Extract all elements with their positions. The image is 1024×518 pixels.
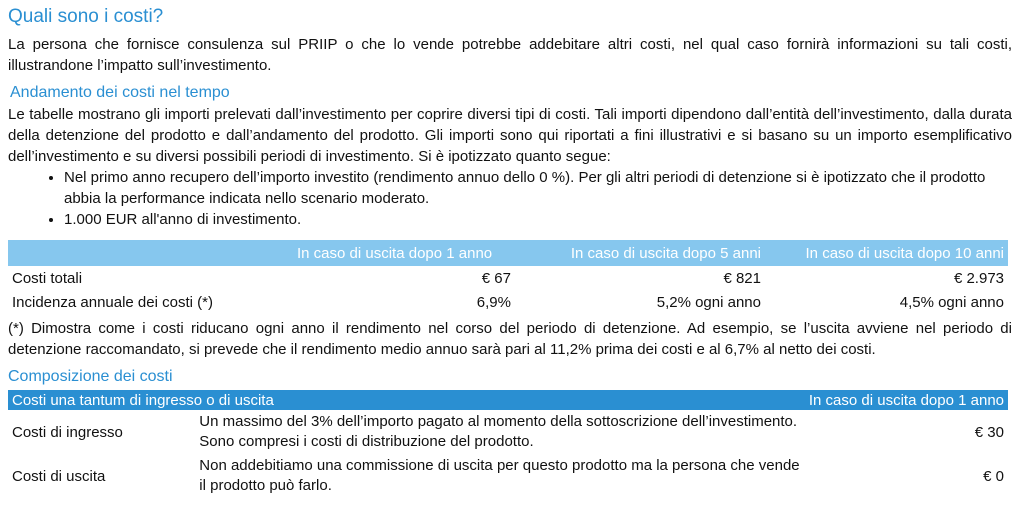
costs-over-time-paragraph: Le tabelle mostrano gli importi prelevati dall’investimento per coprire diversi tipi di costi. Tali importi dipendono dall’entità dell’investimento, dalla durata della detenzione del prodotto e dall’andamento del prodotto. Gli importi sono qui riportati a fini illustrativi e si basano su un importo esemplificativo dell’investimento e su diversi possibili periodi di investimento. Si è ipotizzato quanto segue: (8, 106, 1012, 165)
row-label: Costi totali (12, 269, 83, 287)
section-heading-cost-composition: Composizione dei costi (8, 368, 173, 385)
table-cell: 4,5% ogni anno (899, 293, 1004, 311)
footnote: (*) Dimostra come i costi riducano ogni anno il rendimento nel corso del periodo di detenzione. Ad esempio, se l’uscita avviene nel periodo di detenzione raccomandato, si prevede che il rendimento medio annuo sarà pari al 11,2% prima dei costi e al 6,7% al netto dei costi. (8, 320, 1012, 358)
page-title: Quali sono i costi? (8, 6, 164, 27)
row-description: Un massimo del 3% dell’importo pagato al momento della sottoscrizione dell’investimento. Sono compresi i costi di distribuzione del prodotto. (199, 413, 798, 450)
table-header-cell: In caso di uscita dopo 1 anno (805, 390, 1008, 410)
table-row (8, 266, 1008, 290)
table-header-cell: In caso di uscita dopo 5 anni (515, 240, 765, 266)
assumptions-list (8, 167, 1012, 230)
table-cell: 5,2% ogni anno (656, 293, 761, 311)
table-cell: € 0 (983, 467, 1004, 485)
section-heading-costs-over-time: Andamento dei costi nel tempo (10, 84, 230, 101)
table-header-cell: Costi una tantum di ingresso o di uscita (8, 390, 805, 410)
table-header-row (8, 240, 1008, 266)
row-label: Costi di ingresso (12, 423, 123, 441)
table-row (8, 454, 1008, 498)
list-item: • Nel primo anno recupero dell’importo investito (rendimento annuo dello 0 %). Per gli altri periodi di detenzione si è ipotizzato che il prodotto abbia la performance indicata nello scenario moderato. (64, 167, 1012, 209)
costs-over-time-table (8, 240, 1008, 314)
table-row (8, 290, 1008, 314)
table-row (8, 410, 1008, 454)
cost-composition-table (8, 390, 1008, 498)
table-header-cell: In caso di uscita dopo 1 anno (293, 240, 515, 266)
table-cell: € 821 (723, 269, 761, 287)
list-item: • 1.000 EUR all'anno di investimento. (64, 209, 1012, 230)
table-cell: 6,9% (476, 293, 511, 311)
table-header-row (8, 390, 1008, 410)
row-description: Non addebitiamo una commissione di uscita per questo prodotto ma la persona che vende il prodotto può farlo. (199, 457, 800, 494)
table-cell: € 67 (481, 269, 511, 287)
table-header-cell: In caso di uscita dopo 10 anni (765, 240, 1008, 266)
intro-paragraph: La persona che fornisce consulenza sul PRIIP o che lo vende potrebbe addebitare altri costi, nel qual caso fornirà informazioni su tali costi, illustrandone l’impatto sull’investimento. (8, 36, 1012, 74)
row-label: Incidenza annuale dei costi (*) (12, 293, 213, 311)
table-header-cell (8, 240, 293, 266)
table-cell: € 30 (974, 423, 1004, 441)
row-label: Costi di uscita (12, 467, 106, 485)
costs-document (8, 0, 1012, 498)
table-cell: € 2.973 (953, 269, 1004, 287)
